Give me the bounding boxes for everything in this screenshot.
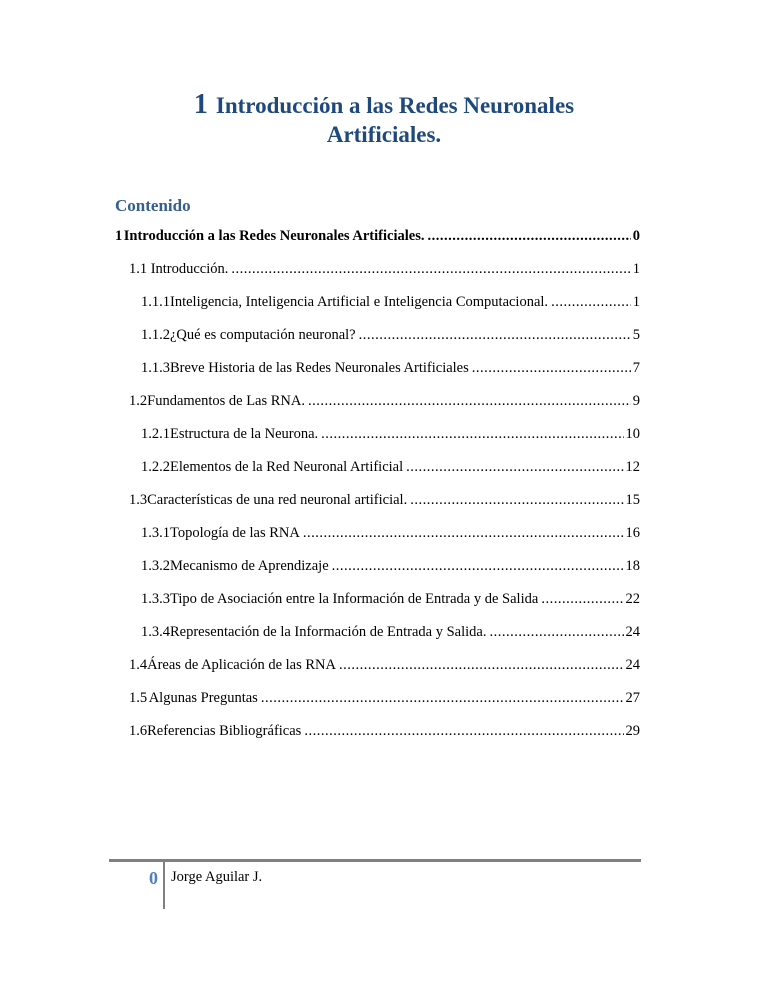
toc-entry-page: 16 — [625, 525, 640, 541]
toc-leader-dots — [551, 294, 631, 311]
toc-leader-dots — [304, 723, 623, 740]
toc-entry-number: 1.1.2 — [141, 327, 170, 343]
toc-entry[interactable] — [141, 459, 640, 479]
toc-entry-page: 18 — [625, 558, 640, 574]
toc-leader-dots — [303, 525, 624, 542]
toc-entry-number: 1.1 — [129, 261, 148, 277]
toc-entry-number: 1.2.2 — [141, 459, 170, 475]
toc-entry-label: Características de una red neuronal artificial. — [147, 492, 408, 508]
toc-entry-number: 1.2.1 — [141, 426, 170, 442]
toc-entry-label: Breve Historia de las Redes Neuronales Artificiales — [170, 360, 469, 376]
toc-leader-dots — [406, 459, 623, 476]
toc-leader-dots — [332, 558, 624, 575]
toc-leader-dots — [410, 492, 623, 509]
toc-entry[interactable] — [141, 525, 640, 545]
toc-heading: Contenido — [115, 196, 191, 215]
toc-entry-page: 1 — [632, 261, 640, 277]
toc-entry-label: Algunas Preguntas — [148, 690, 258, 706]
footer-page-number: 0 — [149, 868, 158, 888]
toc-entry-number: 1.3.1 — [141, 525, 170, 541]
toc-entry-page: 29 — [625, 723, 640, 739]
toc-entry[interactable] — [129, 657, 640, 677]
toc-entry-page: 12 — [625, 459, 640, 475]
toc-entry-page: 5 — [632, 327, 640, 343]
toc-entry-number: 1.3.3 — [141, 591, 170, 607]
toc-entry-number: 1.3.2 — [141, 558, 170, 574]
toc-entry-number: 1.4 — [129, 657, 148, 673]
toc-leader-dots — [541, 591, 623, 608]
toc-entry-number: 1.1.3 — [141, 360, 170, 376]
toc-leader-dots — [427, 228, 630, 245]
toc-entry[interactable] — [115, 228, 640, 248]
toc-entry-label: Áreas de Aplicación de las RNA — [147, 657, 336, 673]
toc-entry[interactable] — [141, 426, 640, 446]
toc-entry-number: 1.5 — [129, 690, 148, 706]
toc-entry-label: ¿Qué es computación neuronal? — [170, 327, 356, 343]
toc-entry-number: 1.3 — [129, 492, 148, 508]
toc-entry-page: 24 — [625, 657, 640, 673]
toc-leader-dots — [231, 261, 630, 278]
toc-entry-number: 1.1.1 — [141, 294, 170, 310]
toc-entry-label: Introducción. — [150, 261, 229, 277]
toc-entry[interactable] — [129, 393, 640, 413]
chapter-title-line1: Introducción a las Redes Neuronales — [215, 93, 575, 118]
toc-entry-label: Representación de la Información de Entrada y Salida. — [170, 624, 487, 640]
footer-divider — [163, 862, 165, 909]
toc-entry-label: Topología de las RNA — [170, 525, 300, 541]
toc-entry[interactable] — [129, 261, 640, 281]
toc-entry-label: Inteligencia, Inteligencia Artificial e Inteligencia Computacional. — [170, 294, 549, 310]
toc-leader-dots — [261, 690, 624, 707]
chapter-title — [0, 90, 768, 149]
chapter-title-line2: Artificiales. — [326, 122, 442, 147]
toc-entry-number: 1.6 — [129, 723, 148, 739]
toc-entry[interactable] — [141, 294, 640, 314]
toc-entry-page: 15 — [625, 492, 640, 508]
toc-leader-dots — [339, 657, 624, 674]
toc-entry[interactable] — [141, 327, 640, 347]
toc-entry-label: Mecanismo de Aprendizaje — [170, 558, 329, 574]
toc-entry[interactable] — [141, 360, 640, 380]
toc-entry-number: 1.2 — [129, 393, 148, 409]
toc-entry-page: 10 — [625, 426, 640, 442]
footer-rule — [109, 859, 641, 862]
toc-entry-label: Fundamentos de Las RNA. — [147, 393, 305, 409]
toc-entry[interactable] — [129, 690, 640, 710]
toc-entry-page: 24 — [625, 624, 640, 640]
toc-leader-dots — [321, 426, 623, 443]
toc-entry[interactable] — [129, 723, 640, 743]
toc-entry-page: 1 — [632, 294, 640, 310]
toc-entry-page: 22 — [625, 591, 640, 607]
toc-entry-number: 1 — [115, 228, 123, 244]
toc-entry[interactable] — [141, 591, 640, 611]
toc-entry-label: Estructura de la Neurona. — [170, 426, 319, 442]
toc-entry[interactable] — [141, 558, 640, 578]
toc-leader-dots — [308, 393, 631, 410]
toc-entry-label: Elementos de la Red Neuronal Artificial — [170, 459, 404, 475]
toc-leader-dots — [472, 360, 631, 377]
toc-entry[interactable] — [141, 624, 640, 644]
toc-entry-label: Referencias Bibliográficas — [147, 723, 302, 739]
toc-entry-page: 0 — [632, 228, 640, 244]
toc-entry-page: 7 — [632, 360, 640, 376]
toc-entry-number: 1.3.4 — [141, 624, 170, 640]
toc-entry-label: Tipo de Asociación entre la Información de Entrada y de Salida — [170, 591, 539, 607]
toc-entry-page: 27 — [625, 690, 640, 706]
chapter-number: 1 — [193, 89, 208, 120]
footer-author: Jorge Aguilar J. — [171, 869, 263, 885]
toc-leader-dots — [359, 327, 631, 344]
toc-entry-page: 9 — [632, 393, 640, 409]
toc-leader-dots — [489, 624, 623, 641]
toc-entry-label: Introducción a las Redes Neuronales Artificiales. — [123, 228, 425, 244]
toc-entry[interactable] — [129, 492, 640, 512]
